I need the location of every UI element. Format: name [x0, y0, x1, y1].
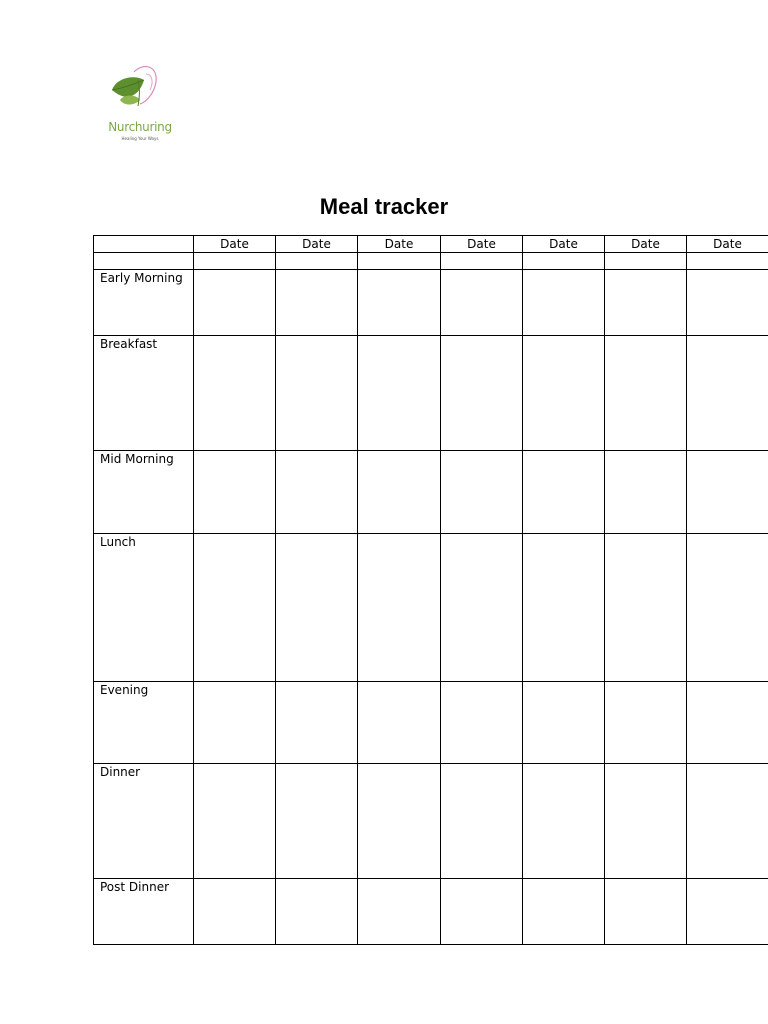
meal-entry-cell[interactable] [358, 270, 441, 336]
meal-entry-cell[interactable] [441, 682, 523, 764]
date-header-3: Date [358, 236, 441, 253]
meal-label: Early Morning [94, 270, 194, 336]
meal-entry-cell[interactable] [605, 764, 687, 879]
meal-entry-cell[interactable] [441, 451, 523, 534]
meal-entry-cell[interactable] [276, 534, 358, 682]
meal-entry-cell[interactable] [194, 270, 276, 336]
meal-entry-cell[interactable] [276, 764, 358, 879]
meal-label: Post Dinner [94, 879, 194, 945]
meal-entry-cell[interactable] [194, 879, 276, 945]
meal-entry-cell[interactable] [605, 534, 687, 682]
meal-entry-cell[interactable] [523, 270, 605, 336]
meal-entry-cell[interactable] [605, 336, 687, 451]
meal-row-mid-morning [94, 451, 768, 534]
page-title: Meal tracker [319, 194, 449, 219]
meal-entry-cell[interactable] [687, 451, 768, 534]
date-entry-cell[interactable] [523, 253, 605, 270]
meal-entry-cell[interactable] [523, 879, 605, 945]
meal-entry-cell[interactable] [358, 534, 441, 682]
meal-entry-cell[interactable] [605, 270, 687, 336]
nurchuring-logo [94, 60, 186, 146]
logo-tagline: Healing Your Ways [121, 136, 159, 141]
meal-entry-cell[interactable] [687, 336, 768, 451]
leaf-butterfly-icon [94, 60, 186, 120]
meal-entry-cell[interactable] [605, 451, 687, 534]
meal-row-lunch [94, 534, 768, 682]
meal-entry-cell[interactable] [194, 764, 276, 879]
meal-row-post-dinner [94, 879, 768, 945]
meal-entry-cell[interactable] [276, 879, 358, 945]
meal-entry-cell[interactable] [523, 534, 605, 682]
meal-entry-cell[interactable] [605, 682, 687, 764]
date-entry-cell[interactable] [276, 253, 358, 270]
meal-tracker-table [93, 235, 768, 945]
meal-label: Lunch [94, 534, 194, 682]
meal-label: Breakfast [94, 336, 194, 451]
date-entry-cell[interactable] [687, 253, 768, 270]
meal-entry-cell[interactable] [441, 336, 523, 451]
meal-entry-cell[interactable] [687, 764, 768, 879]
date-header-4: Date [441, 236, 523, 253]
meal-entry-cell[interactable] [276, 682, 358, 764]
meal-entry-cell[interactable] [276, 451, 358, 534]
meal-entry-cell[interactable] [358, 682, 441, 764]
meal-entry-cell[interactable] [358, 336, 441, 451]
logo-brand-text: Nurchuring [108, 120, 172, 134]
meal-entry-cell[interactable] [194, 682, 276, 764]
header-corner-cell [94, 236, 194, 253]
meal-row-dinner [94, 764, 768, 879]
date-header-2: Date [276, 236, 358, 253]
meal-entry-cell[interactable] [523, 682, 605, 764]
meal-entry-cell[interactable] [687, 534, 768, 682]
meal-label: Evening [94, 682, 194, 764]
meal-label: Dinner [94, 764, 194, 879]
header-row [94, 236, 768, 253]
meal-entry-cell[interactable] [194, 534, 276, 682]
meal-entry-cell[interactable] [687, 682, 768, 764]
date-entry-cell[interactable] [605, 253, 687, 270]
date-entry-cell[interactable] [441, 253, 523, 270]
meal-row-breakfast [94, 336, 768, 451]
meal-entry-cell[interactable] [358, 451, 441, 534]
meal-row-evening [94, 682, 768, 764]
meal-entry-cell[interactable] [441, 270, 523, 336]
meal-entry-cell[interactable] [441, 764, 523, 879]
date-header-6: Date [605, 236, 687, 253]
date-header-5: Date [523, 236, 605, 253]
date-header-7: Date [687, 236, 768, 253]
meal-entry-cell[interactable] [687, 879, 768, 945]
date-entry-row [94, 253, 768, 270]
meal-entry-cell[interactable] [276, 270, 358, 336]
meal-row-early-morning [94, 270, 768, 336]
meal-entry-cell[interactable] [523, 451, 605, 534]
meal-entry-cell[interactable] [194, 336, 276, 451]
meal-entry-cell[interactable] [523, 336, 605, 451]
meal-entry-cell[interactable] [194, 451, 276, 534]
meal-entry-cell[interactable] [358, 764, 441, 879]
date-entry-cell[interactable] [194, 253, 276, 270]
date-entry-cell[interactable] [358, 253, 441, 270]
meal-entry-cell[interactable] [441, 534, 523, 682]
meal-entry-cell[interactable] [605, 879, 687, 945]
meal-entry-cell[interactable] [523, 764, 605, 879]
meal-entry-cell[interactable] [687, 270, 768, 336]
meal-entry-cell[interactable] [358, 879, 441, 945]
meal-entry-cell[interactable] [276, 336, 358, 451]
date-header-1: Date [194, 236, 276, 253]
date-entry-label-cell [94, 253, 194, 270]
meal-label: Mid Morning [94, 451, 194, 534]
meal-entry-cell[interactable] [441, 879, 523, 945]
